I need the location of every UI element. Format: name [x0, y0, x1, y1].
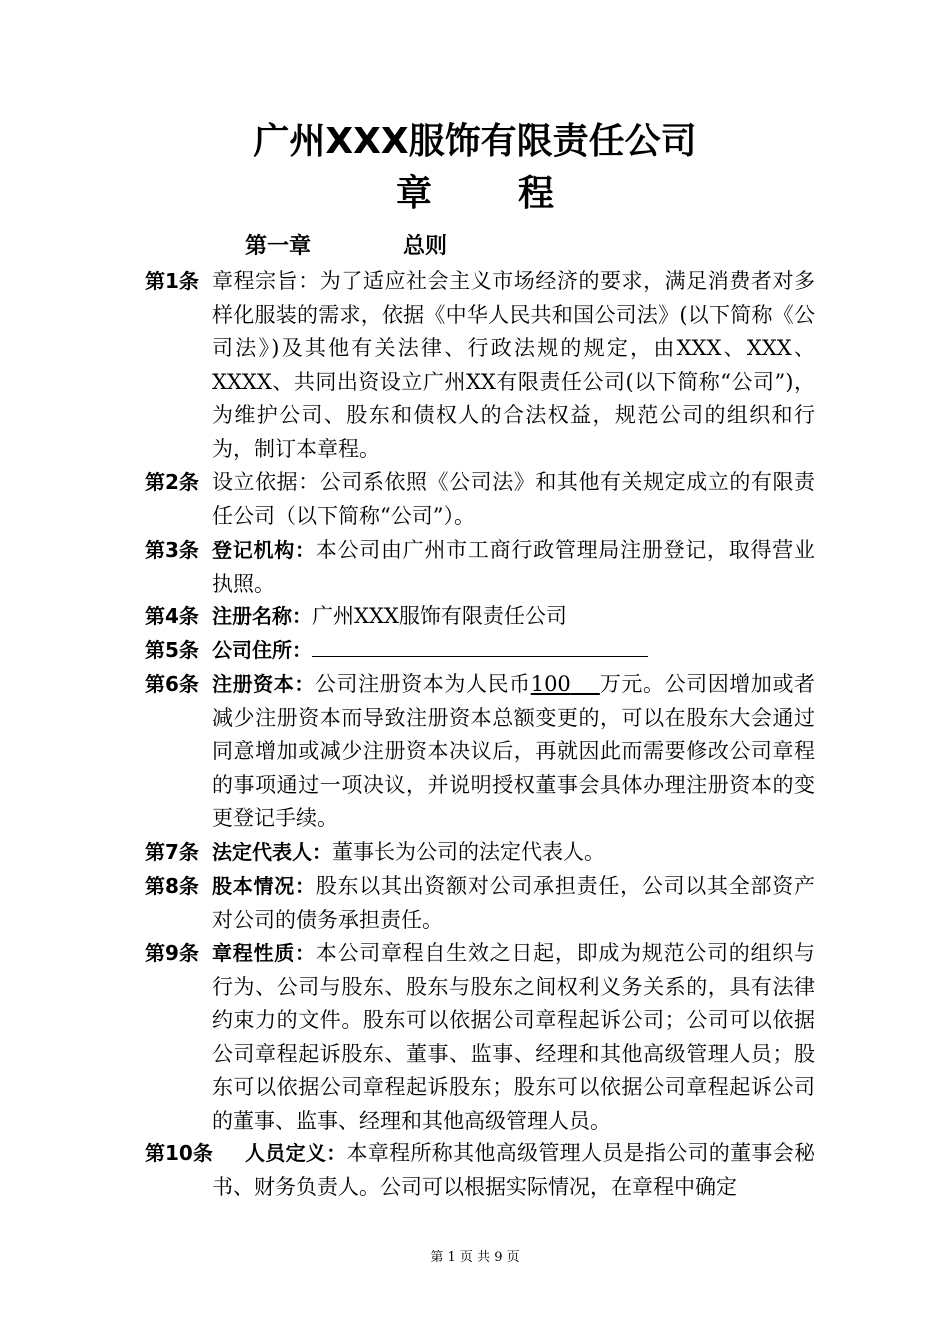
article-number: 第5条: [145, 638, 199, 662]
chapter-number: 第一章: [245, 234, 312, 259]
address-blank-line: [312, 634, 648, 657]
article-number: 第9条: [145, 941, 199, 965]
article-7: [145, 836, 815, 870]
article-text: 董事长为公司的法定代表人。: [332, 840, 605, 864]
article-2: [145, 466, 815, 533]
article-text-after: 万元。公司因增加或者减少注册资本而导致注册资本总额变更的，可以在股东大会通过同意增加或减少注册资本决议后，再就因此而需要修改公司章程的事项通过一项决议，并说明授权董事会具体办理注册资本的变更登记手续。: [212, 672, 816, 830]
document-title: 广州XXX服饰有限责任公司: [253, 121, 697, 162]
article-label: 法定代表人：: [212, 840, 332, 864]
article-body: [212, 1137, 815, 1204]
article-10: [145, 1137, 815, 1204]
article-3: [145, 534, 815, 601]
subtitle-char-1: 章: [395, 173, 432, 214]
article-number: 第2条: [145, 470, 199, 494]
article-text: 广州XXX服饰有限责任公司: [312, 604, 567, 628]
article-label: 公司住所：: [212, 638, 312, 662]
article-body: [212, 668, 815, 836]
document-subtitle: [0, 172, 950, 216]
article-number: 第3条: [145, 538, 199, 562]
article-number: 第1条: [145, 269, 199, 293]
article-label: 登记机构：: [212, 538, 316, 562]
article-label: 注册资本：: [212, 672, 315, 696]
article-8: [145, 870, 815, 937]
article-text: 本公司由广州市工商行政管理局注册登记，取得营业执照。: [212, 538, 816, 596]
article-label: 人员定义：: [245, 1141, 347, 1165]
article-4: [145, 600, 815, 634]
article-body: [212, 937, 815, 1138]
article-text: 章程宗旨：为了适应社会主义市场经济的要求，满足消费者对多样化服装的需求，依据《中华人民共和国公司法》(以下简称《公司法》)及其他有关法律、行政法规的规定，由XXX、XXX、XXXX、共同出资设立广州XX有限责任公司(以下简称“公司”)，为维护公司、股东和债权人的合法权益，规范公司的组织和行为，制订本章程。: [212, 269, 815, 461]
article-1: [145, 265, 815, 466]
chapter-name: 总则: [403, 234, 448, 259]
article-label: 章程性质：: [212, 941, 316, 965]
article-number: 第6条: [145, 672, 199, 696]
article-5: [145, 634, 815, 668]
article-body: [212, 534, 815, 601]
article-text-before: 公司注册资本为人民币: [314, 672, 531, 696]
article-text: 本章程所称其他高级管理人员是指公司的董事会秘书、财务负责人。公司可以根据实际情况，在章程中确定: [212, 1141, 816, 1199]
article-body: [212, 836, 815, 870]
article-9: [145, 937, 815, 1138]
article-number: 第4条: [145, 604, 199, 628]
page-footer: 第 1 页 共 9 页: [430, 1250, 520, 1265]
capital-amount: 100: [530, 672, 571, 696]
article-number: 第8条: [145, 874, 199, 898]
article-label: 注册名称：: [212, 604, 312, 628]
article-number: 第7条: [145, 840, 199, 864]
article-label: 股本情况：: [212, 874, 316, 898]
subtitle-char-2: 程: [518, 173, 555, 214]
article-number: 第10条: [145, 1141, 213, 1165]
chapter-heading: [245, 232, 447, 262]
article-text: 股东以其出资额对公司承担责任，公司以其全部资产对公司的债务承担责任。: [212, 874, 816, 932]
article-body: [212, 600, 815, 634]
article-6: [145, 668, 815, 836]
article-text: 设立依据：公司系依照《公司法》和其他有关规定成立的有限责任公司（以下简称“公司”）。: [212, 470, 815, 528]
article-text: 本公司章程自生效之日起，即成为规范公司的组织与行为、公司与股东、股东与股东之间权利义务关系的，具有法律约束力的文件。股东可以依据公司章程起诉公司；公司可以依据公司章程起诉股东、董事、监事、经理和其他高级管理人员；股东可以依据公司章程起诉股东；股东可以依据公司章程起诉公司的董事、监事、经理和其他高级管理人员。: [212, 941, 816, 1133]
article-body: [212, 870, 815, 937]
article-body: [212, 634, 815, 668]
